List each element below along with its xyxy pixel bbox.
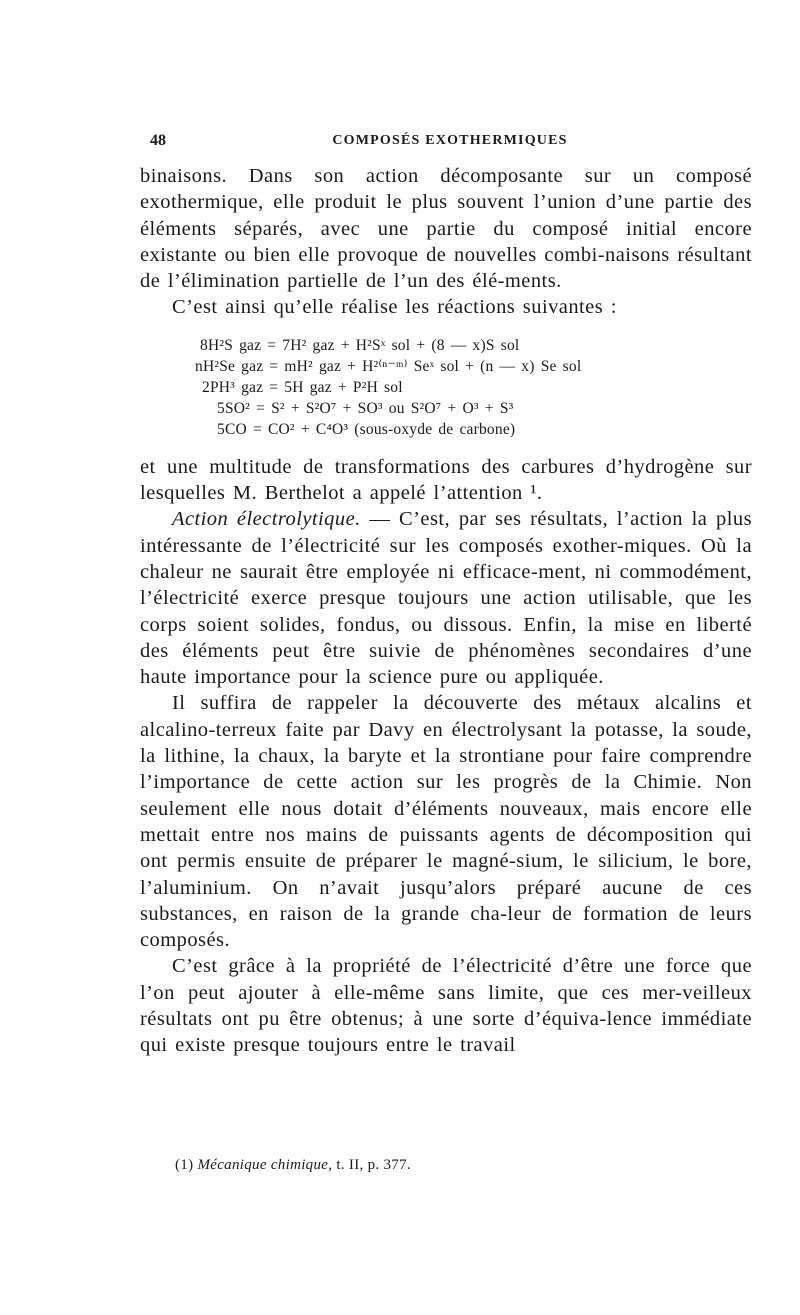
footnote-title: Mécanique chimique — [197, 1157, 329, 1173]
page-number: 48 — [150, 132, 166, 149]
equation-hydrogen-selenide: nH²Se gaz = mH² gaz + H²⁽ⁿ⁻ᵐ⁾ Seˣ sol + (n — x) Se sol — [195, 357, 582, 375]
paragraph-3: et une multitude de transformations des carbures d’hydrogène sur lesquelles M. Berthelot a appelé l’attention ¹. — [140, 455, 752, 505]
paragraph-2: C’est ainsi qu’elle réalise les réactions suivantes : — [172, 296, 617, 319]
footnote-reference: , t. II, p. 377. — [328, 1157, 411, 1173]
paragraph-4 — [140, 506, 752, 690]
paragraph-1: binaisons. Dans son action décomposante sur un composé exothermique, elle produit le plus souvent l’union d’une partie des éléments séparés, avec une partie du composé initial encore existante ou bien elle provoque de nouvelles combi-naisons résultant de l’élimination partielle de l’un des élé-ments. — [140, 165, 752, 293]
equation-block — [140, 335, 752, 440]
running-title: COMPOSÉS EXOTHERMIQUES — [332, 133, 568, 148]
body-text — [140, 163, 752, 1059]
footnote-number: (1) — [175, 1157, 194, 1173]
paragraph-6: C’est grâce à la propriété de l’électricité d’être une force que l’on peut ajouter à elle-même sans limite, que ces mer-veilleux résultats ont pu être obtenus; à une sorte d’équiva-lence immédiate qui existe presque toujours entre le travail — [140, 955, 752, 1057]
page-header — [150, 132, 750, 154]
equation-hydrogen-sulfide: 8H²S gaz = 7H² gaz + H²Sˣ sol + (8 — x)S sol — [200, 336, 520, 354]
footnote — [175, 1157, 735, 1174]
paragraph-4-text: — C’est, par ses résultats, l’action la plus intéressante de l’électricité sur les composés exother-miques. Où la chaleur ne saurait être employée ni efficace-ment, ni commodément, l’électricité exerce presque toujours une action utilisable, que les corps soient solides, fondus, ou dissous. Enfin, la mise en liberté des éléments peut être suivie de phénomènes secondaires d’une haute importance pour la science pure ou appliquée. — [140, 508, 752, 689]
equation-phosphine: 2PH³ gaz = 5H gaz + P²H sol — [202, 378, 403, 396]
section-title-electrolytic-action: Action électrolytique. — [172, 508, 361, 531]
paragraph-5: Il suffira de rappeler la découverte des métaux alcalins et alcalino-terreux faite par Davy en électrolysant la potasse, la soude, la lithine, la chaux, la baryte et la strontiane pour faire comprendre l’importance de cette action sur les progrès de la Chimie. Non seulement elle nous dotait d’éléments nouveaux, mais encore elle mettait entre nos mains de puissants agents de décomposition qui ont permis ensuite de préparer le magné-sium, le silicium, le bore, l’aluminium. On n’avait jusqu’alors préparé aucune de ces substances, en raison de la grande cha-leur de formation de leurs composés. — [140, 692, 752, 952]
equation-carbon-monoxide: 5CO = CO² + C⁴O³ (sous-oxyde de carbone) — [217, 420, 516, 438]
equation-sulfur-dioxide: 5SO² = S² + S²O⁷ + SO³ ou S²O⁷ + O³ + S³ — [217, 399, 514, 417]
